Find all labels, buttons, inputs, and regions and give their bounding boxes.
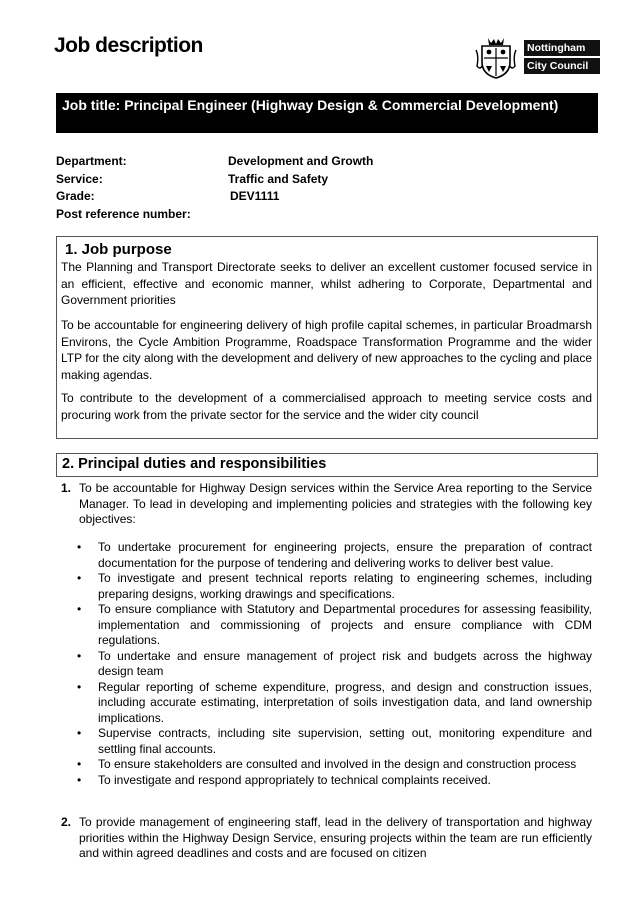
job-purpose-paragraph-2: To be accountable for engineering delivery of high profile capital schemes, in particular Broadmarsh Environs, the Cycle Ambition Programme, Roadspace Transformation Programme and the wider LTP for the city along with the development and delivery of new approaches to the cycling and place making agendas. <box>61 318 592 382</box>
list-item-text: To investigate and present technical reports relating to engineering schemes, including preparing designs, working drawings and specifications. <box>98 571 592 601</box>
duty-number: 1. <box>61 481 72 495</box>
list-item <box>61 726 592 757</box>
duty-item-2 <box>61 815 592 862</box>
list-item <box>61 571 592 602</box>
job-purpose-paragraph-1: The Planning and Transport Directorate seeks to deliver an excellent customer focused service in an efficient, effective and economic manner, whilst adhering to Corporate, Departmental and Government priorities <box>61 260 592 307</box>
meta-label: Grade: <box>56 189 95 203</box>
list-item-text: To ensure compliance with Statutory and Departmental procedures for assessing feasibility, implementation and commissioning of projects and ensure compliance with CDM regulations. <box>98 602 592 647</box>
meta-label: Post reference number: <box>56 206 191 221</box>
page-title: Job description <box>54 34 203 57</box>
bullet-icon: • <box>77 726 82 740</box>
meta-post-reference <box>56 207 616 225</box>
meta-value: DEV1111 <box>230 189 280 203</box>
bullet-icon: • <box>77 679 82 694</box>
list-item <box>61 649 592 680</box>
list-item <box>61 773 592 789</box>
bullet-icon: • <box>77 648 82 663</box>
bullet-icon: • <box>77 772 82 787</box>
meta-service <box>56 172 616 190</box>
duty-text: To provide management of engineering staff, lead in the delivery of transportation and highway priorities within the Highway Design Service, ensuring projects within the team are run efficiently and within agreed deadlines and costs and are focused on citizen <box>79 815 592 860</box>
meta-value: Development and Growth <box>228 154 374 168</box>
list-item-text: Supervise contracts, including site supervision, setting out, monitoring expenditure and settling final accounts. <box>98 726 592 756</box>
crest-icon <box>474 36 518 80</box>
job-title-bar: Job title: Principal Engineer (Highway Design & Commercial Development) <box>56 93 598 133</box>
bullet-icon: • <box>77 757 82 771</box>
council-logo <box>474 36 604 80</box>
bullet-icon: • <box>77 540 82 554</box>
meta-label: Service: <box>56 171 103 186</box>
list-item-text: To undertake procurement for engineering projects, ensure the preparation of contract documentation for the purpose of tendering and delivering works to deliver best value. <box>98 540 592 570</box>
list-item <box>61 602 592 649</box>
list-item-text: To undertake and ensure management of project risk and budgets across the highway design team <box>98 648 592 678</box>
job-purpose-heading: 1. Job purpose <box>65 241 172 258</box>
list-item <box>61 757 592 773</box>
duty-bullet-list <box>61 540 592 788</box>
job-purpose-paragraph-3: To contribute to the development of a commercialised approach to meeting service costs and procuring work from the private sector for the service and the wider city council <box>61 391 592 422</box>
duty-text: To be accountable for Highway Design services within the Service Area reporting to the Service Manager. To lead in developing and implementing policies and strategies with the following key objectives: <box>79 481 592 526</box>
duties-heading: 2. Principal duties and responsibilities <box>56 453 598 477</box>
duty-item-1 <box>61 481 592 528</box>
meta-label: Department: <box>56 154 127 168</box>
list-item-text: Regular reporting of scheme expenditure, progress, and design and construction issues, including accurate estimating, interpretation of soils investigation data, and land ownership implications. <box>98 679 592 725</box>
meta-department <box>56 154 616 172</box>
list-item-text: To ensure stakeholders are consulted and involved in the design and construction process <box>98 757 577 771</box>
meta-grade <box>56 189 616 207</box>
duty-number: 2. <box>61 815 72 829</box>
list-item <box>61 540 592 571</box>
bullet-icon: • <box>77 602 82 616</box>
logo-text-nottingham: Nottingham <box>524 40 600 56</box>
list-item-text: To investigate and respond appropriately to technical complaints received. <box>98 772 491 787</box>
list-item <box>61 680 592 727</box>
logo-text-city-council: City Council <box>524 58 600 74</box>
meta-value: Traffic and Safety <box>228 171 329 186</box>
bullet-icon: • <box>77 571 82 585</box>
job-meta <box>56 154 616 224</box>
